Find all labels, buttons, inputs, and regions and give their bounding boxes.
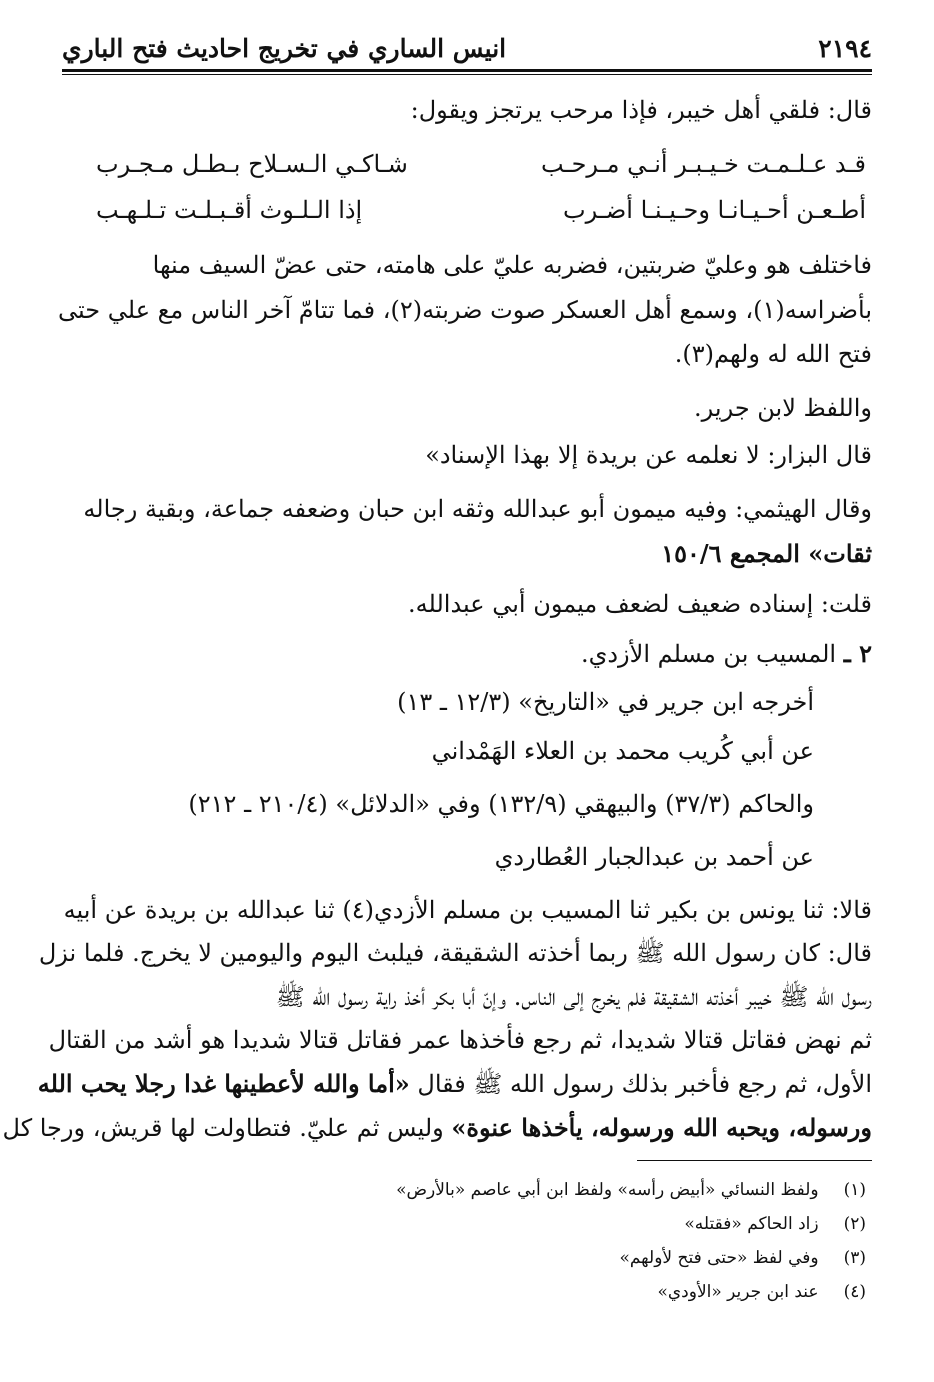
text-line: قال: كان رسول الله ﷺ ربما أخذته الشقيقة، فيلبث اليوم واليومين لا يخرج. فلما نزل [38,939,872,967]
page-number: ٢١٩٤ [818,33,872,63]
text-line: واللفظ لابن جرير. [694,394,872,422]
verse-second-hemistich: إذا الـلـوث أقـبـلـت تـلـهـب [96,196,363,224]
verse-first-hemistich: أطـعـن أحـيـانـا وحـيـنـا أضـرب [563,196,866,224]
footnote [62,1208,866,1240]
text-line: فتح الله له ولهم(٣). [674,340,872,368]
text-line: عن أبي كُريب محمد بن العلاء الهَمْداني [431,737,814,765]
text-line: بأضراسه(١)، وسمع أهل العسكر صوت ضربته(٢)، فما تتامّ آخر الناس مع علي حتى [58,296,872,324]
text-line: ثقات» المجمع ١٥٠/٦ [661,539,872,568]
text-line: قال البزار: لا نعلمه عن بريدة إلا بهذا الإسناد» [425,441,872,469]
verse-first-hemistich: قـد عـلـمـت خـيـبـر أنـي مـرحـب [540,150,866,178]
footnote-number: (٣) [843,1248,866,1268]
text-span: وليس ثم عليّ. فتطاولت لها قريش، ورجا كل [2,1114,452,1142]
text-line: عن أحمد بن عبدالجبار العُطاردي [494,843,814,871]
verse-second-hemistich: شـاكـي الـسـلاح بـطـل مـجـرب [96,150,408,178]
text-line [37,1062,872,1106]
text-line: والحاكم (٣٧/٣) والبيهقي (١٣٢/٩) وفي «الدلائل» (٢١٠/٤ ـ ٢١٢) [188,790,814,818]
text-line: أخرجه ابن جرير في «التاريخ» (١٢/٣ ـ ١٣) [397,688,814,716]
running-header [62,28,872,68]
footnote [62,1242,866,1274]
book-title: انيس الساري في تخريج احاديث فتح الباري [62,33,507,63]
hadith-quote: «أما والله لأعطينها غدا رجلا يحب الله [37,1069,410,1098]
section-heading [62,632,872,676]
footnote-text: زاد الحاكم «فقتله» [684,1214,819,1234]
text-line: ثم نهض فقاتل قتالا شديدا، ثم رجع فأخذها عمر فقاتل قتالا شديدا هو أشد من القتال [48,1026,872,1054]
footnote-number: (٤) [843,1282,866,1302]
text-line: رسول الله ﷺ خيبر أخذته الشقيقة فلم يخرج إلى الناس. وإنّ أبا بكر أخذ راية رسول الله ﷺ [275,983,872,1011]
footnote-text: ولفظ النسائي «أبيض رأسه» ولفظ ابن أبي عاصم «بالأرض» [396,1180,819,1200]
footnote [62,1276,866,1308]
header-rule [62,69,872,72]
text-line: قلت: إسناده ضعيف لضعف ميمون أبي عبدالله. [408,590,872,618]
footnote [62,1174,866,1206]
footnote-number: (١) [843,1180,866,1200]
text-line [2,1106,872,1150]
footnote-rule [637,1160,872,1161]
footnote-text: وفي لفظ «حتى فتح لأولهم» [619,1248,819,1268]
text-line: فاختلف هو وعليّ ضربتين، فضربه عليّ على هامته، حتى عضّ السيف منها [152,251,872,279]
text-line: قالا: ثنا يونس بن بكير ثنا المسيب بن مسلم الأزدي(٤) ثنا عبدالله بن بريدة عن أبيه [63,896,872,924]
hadith-quote: ورسوله، ويحبه الله ورسوله، يأخذها عنوة» [451,1113,872,1142]
text-line: قال: فلقي أهل خيبر، فإذا مرحب يرتجز ويقول: [410,96,872,124]
text-line: وقال الهيثمي: وفيه ميمون أبو عبدالله وثقه ابن حبان وضعفه جماعة، وبقية رجاله [83,495,872,523]
footnote-number: (٢) [843,1214,866,1234]
text-span: الأول، ثم رجع فأخبر بذلك رسول الله ﷺ فقال [409,1070,872,1098]
header-rule-thin [62,74,872,75]
footnote-text: عند ابن جرير «الأودي» [657,1282,819,1302]
section-number: ٢ ـ [843,639,872,668]
section-title: المسيب بن مسلم الأزدي. [580,640,837,668]
